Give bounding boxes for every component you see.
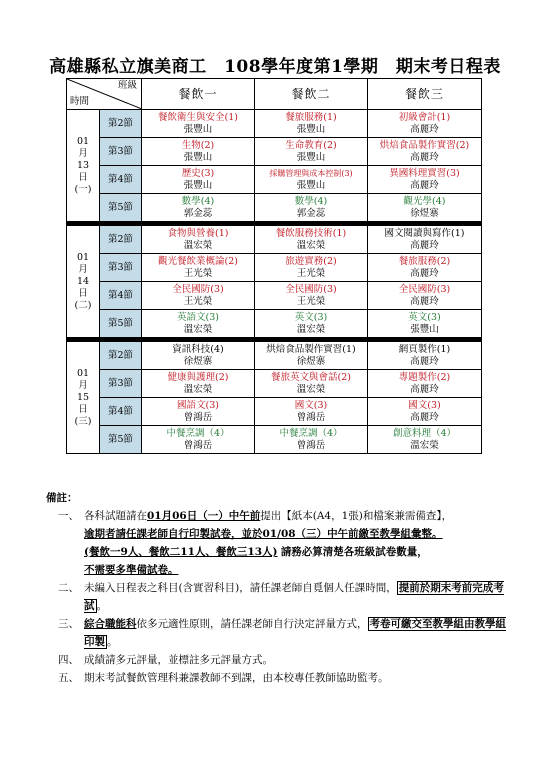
- period-cell: 第5節: [100, 426, 142, 454]
- subject-label: 烘焙食品製作實習(1): [266, 343, 356, 355]
- exam-cell: [142, 138, 255, 166]
- exam-cell: [142, 310, 255, 338]
- exam-cell: [368, 370, 482, 398]
- exam-cell: [255, 226, 368, 254]
- subject-label: 創意料理（4）: [392, 427, 457, 439]
- teacher-label: 溫宏榮: [183, 239, 213, 251]
- subject-label: 全民國防(3): [398, 283, 451, 295]
- table-row: [67, 426, 482, 454]
- exam-cell: [368, 310, 482, 338]
- exam-schedule-table: [66, 78, 482, 454]
- teacher-label: 高麗玲: [410, 151, 439, 163]
- period-cell: 第3節: [100, 138, 142, 166]
- exam-cell: [142, 110, 255, 138]
- subject-label: 全民國防(3): [285, 283, 337, 295]
- period-cell: 第5節: [100, 194, 142, 222]
- note-item-2: 二、 未編入日程表之科目(含實習科目)，請任課老師自覓個人任課時間， 提前於期末考前完成考試 。: [58, 582, 504, 612]
- day-date-cell: [67, 226, 100, 338]
- time-axis-label: 時間: [70, 96, 90, 107]
- subject-label: 烘焙食品製作實習(2): [379, 139, 470, 151]
- period-cell: 第4節: [100, 398, 142, 426]
- teacher-label: 張豐山: [410, 323, 439, 335]
- table-row: [67, 110, 482, 138]
- table-row: [67, 282, 482, 310]
- teacher-label: 張豐山: [296, 123, 326, 135]
- teacher-label: 張豐山: [183, 151, 213, 163]
- table-row: [67, 342, 482, 370]
- subject-label: 國文閱讀與寫作(1): [384, 227, 465, 239]
- date-line: 15: [76, 391, 90, 403]
- teacher-label: 高麗玲: [410, 179, 439, 191]
- table-row: [67, 194, 482, 222]
- class-header-3: 餐飲三: [368, 79, 482, 110]
- subject-label: 初級會計(1): [398, 111, 451, 123]
- subject-label: 資訊科技(4): [172, 343, 224, 355]
- teacher-label: 溫宏榮: [296, 383, 326, 395]
- teacher-label: 張豐山: [296, 151, 326, 163]
- exam-cell: [142, 370, 255, 398]
- teacher-label: 張豐山: [296, 179, 326, 191]
- period-cell: 第5節: [100, 310, 142, 338]
- date-line: 01: [76, 135, 90, 147]
- table-row: [67, 166, 482, 194]
- exam-cell: [255, 370, 368, 398]
- exam-cell: [142, 426, 255, 454]
- period-cell: 第3節: [100, 370, 142, 398]
- exam-cell: [368, 342, 482, 370]
- teacher-label: 溫宏榮: [410, 439, 439, 451]
- table-row: [67, 370, 482, 398]
- subject-label: 餐旅服務(1): [285, 111, 337, 123]
- day-date-cell: [67, 110, 100, 222]
- note-item-1: 一、 各科試題請在01月06日（一）中午前提出【紙本(A4，1張)和檔案兼需備查】， 逾期者請任課老師自行印製試卷，並於01/08（三）中午前繳至教學組彙整。 (餐飲一9人、餐飲二11人、餐飲三13人) 請務必算清楚各班級試卷數量， 不需要多準備試卷。: [58, 510, 453, 576]
- teacher-label: 曾鴻岳: [296, 439, 326, 451]
- period-cell: 第2節: [100, 226, 142, 254]
- table-row: [67, 254, 482, 282]
- class-header-1: 餐飲一: [142, 79, 255, 110]
- exam-cell: [255, 342, 368, 370]
- subject-label: 餐飲服務技術(1): [275, 227, 347, 239]
- subject-label: 餐旅英文與會話(2): [271, 371, 351, 383]
- subject-label: 數學(4): [294, 195, 328, 207]
- subject-label: 國文(3): [294, 399, 328, 411]
- subject-label: 英文(3): [408, 311, 441, 323]
- note-item-5: 五、 期末考試餐飲管理科兼課教師不到課，由本校專任教師協助監考。: [58, 672, 389, 684]
- subject-label: 英語文(3): [177, 311, 219, 323]
- subject-label: 食物與營養(1): [167, 227, 229, 239]
- exam-cell: [368, 110, 482, 138]
- teacher-label: 張豐山: [183, 179, 213, 191]
- subject-label: 觀光學(4): [403, 195, 446, 207]
- note-item-3: 三、 綜合職能科依多元適性原則，請任課老師自行決定評量方式， 考卷可繳交至教學組由教學組印製 。: [58, 618, 506, 648]
- teacher-label: 高麗玲: [410, 383, 439, 395]
- subject-label: 全民國防(3): [172, 283, 224, 295]
- exam-cell: [142, 342, 255, 370]
- subject-label: 生命教育(2): [285, 139, 337, 151]
- exam-cell: [255, 282, 368, 310]
- subject-label: 國語文(3): [177, 399, 219, 411]
- note-item-4: 四、 成績請多元評量，並標註多元評量方式。: [58, 654, 273, 666]
- exam-cell: [142, 398, 255, 426]
- subject-label: 網頁製作(1): [398, 343, 451, 355]
- date-line: 日: [78, 403, 88, 415]
- teacher-label: 高麗玲: [410, 295, 439, 307]
- teacher-label: 徐煜寨: [296, 355, 326, 367]
- teacher-label: 王光榮: [183, 267, 213, 279]
- teacher-label: 郭金蕊: [183, 207, 213, 219]
- subject-label: 國文(3): [408, 399, 441, 411]
- period-cell: 第4節: [100, 282, 142, 310]
- period-cell: 第4節: [100, 166, 142, 194]
- period-cell: 第3節: [100, 254, 142, 282]
- subject-label: 中餐烹調（4）: [279, 427, 343, 439]
- exam-cell: [142, 226, 255, 254]
- teacher-label: 王光榮: [296, 295, 326, 307]
- teacher-label: 高麗玲: [410, 239, 439, 251]
- subject-label: 英文(3): [294, 311, 328, 323]
- exam-cell: [142, 166, 255, 194]
- exam-cell: [255, 310, 368, 338]
- subject-label: 健康與護理(2): [167, 371, 229, 383]
- date-line: 日: [78, 171, 88, 183]
- date-line: 月: [78, 147, 88, 159]
- teacher-label: 高麗玲: [410, 267, 439, 279]
- class-axis-label: 班級: [117, 80, 137, 91]
- date-line: 13: [76, 159, 90, 171]
- exam-cell: [142, 282, 255, 310]
- table-row: [67, 310, 482, 338]
- teacher-label: 徐煜寨: [183, 355, 213, 367]
- date-line: 月: [78, 263, 88, 275]
- date-line: (一): [74, 183, 92, 195]
- teacher-label: 張豐山: [183, 123, 213, 135]
- teacher-label: 高麗玲: [410, 355, 439, 367]
- day-date-cell: [67, 342, 100, 454]
- subject-label: 採購管理與成本控制(3): [269, 168, 353, 178]
- exam-cell: [368, 282, 482, 310]
- subject-label: 觀光餐飲業概論(2): [158, 255, 238, 267]
- subject-label: 異國料理實習(3): [389, 167, 460, 179]
- date-line: (二): [74, 299, 92, 311]
- exam-cell: [368, 254, 482, 282]
- period-cell: 第2節: [100, 110, 142, 138]
- exam-cell: [368, 226, 482, 254]
- teacher-label: 曾鴻岳: [183, 439, 213, 451]
- exam-cell: [255, 110, 368, 138]
- subject-label: 餐飲衛生與安全(1): [158, 111, 238, 123]
- exam-cell: [255, 166, 368, 194]
- exam-cell: [255, 426, 368, 454]
- subject-label: 旅遊實務(2): [285, 255, 337, 267]
- exam-cell: [255, 194, 368, 222]
- period-cell: 第2節: [100, 342, 142, 370]
- table-row: [67, 398, 482, 426]
- subject-label: 餐旅服務(2): [398, 255, 451, 267]
- page-title: 高雄縣私立旗美商工 108學年度第1學期 期末考日程表: [49, 57, 501, 77]
- exam-cell: [368, 398, 482, 426]
- header-corner-cell: [67, 79, 142, 110]
- teacher-label: 王光榮: [296, 267, 326, 279]
- teacher-label: 高麗玲: [410, 411, 439, 423]
- date-line: 月: [78, 379, 88, 391]
- notes-section: [46, 489, 516, 687]
- subject-label: 生物(2): [181, 139, 215, 151]
- teacher-label: 高麗玲: [410, 123, 439, 135]
- exam-cell: [142, 254, 255, 282]
- subject-label: 數學(4): [181, 195, 215, 207]
- teacher-label: 溫宏榮: [296, 323, 326, 335]
- exam-cell: [142, 194, 255, 222]
- teacher-label: 曾鴻岳: [296, 411, 326, 423]
- class-header-2: 餐飲二: [255, 79, 368, 110]
- exam-cell: [255, 254, 368, 282]
- subject-label: 專題製作(2): [398, 371, 451, 383]
- exam-cell: [368, 138, 482, 166]
- subject-label: 歷史(3): [181, 167, 215, 179]
- date-line: 01: [76, 251, 90, 263]
- exam-cell: [255, 138, 368, 166]
- notes-label: 備註：: [46, 492, 78, 504]
- exam-cell: [368, 166, 482, 194]
- teacher-label: 溫宏榮: [183, 383, 213, 395]
- teacher-label: 溫宏榮: [296, 239, 326, 251]
- teacher-label: 溫宏榮: [183, 323, 213, 335]
- table-row: [67, 226, 482, 254]
- teacher-label: 王光榮: [183, 295, 213, 307]
- subject-label: 中餐烹調（4）: [166, 427, 230, 439]
- teacher-label: 徐煜寨: [410, 207, 439, 219]
- date-line: (三): [74, 415, 92, 427]
- date-line: 01: [76, 367, 90, 379]
- teacher-label: 郭金蕊: [296, 207, 326, 219]
- exam-cell: [368, 426, 482, 454]
- date-line: 日: [78, 287, 88, 299]
- exam-cell: [255, 398, 368, 426]
- teacher-label: 曾鴻岳: [183, 411, 213, 423]
- date-line: 14: [76, 275, 90, 287]
- exam-cell: [368, 194, 482, 222]
- table-row: [67, 138, 482, 166]
